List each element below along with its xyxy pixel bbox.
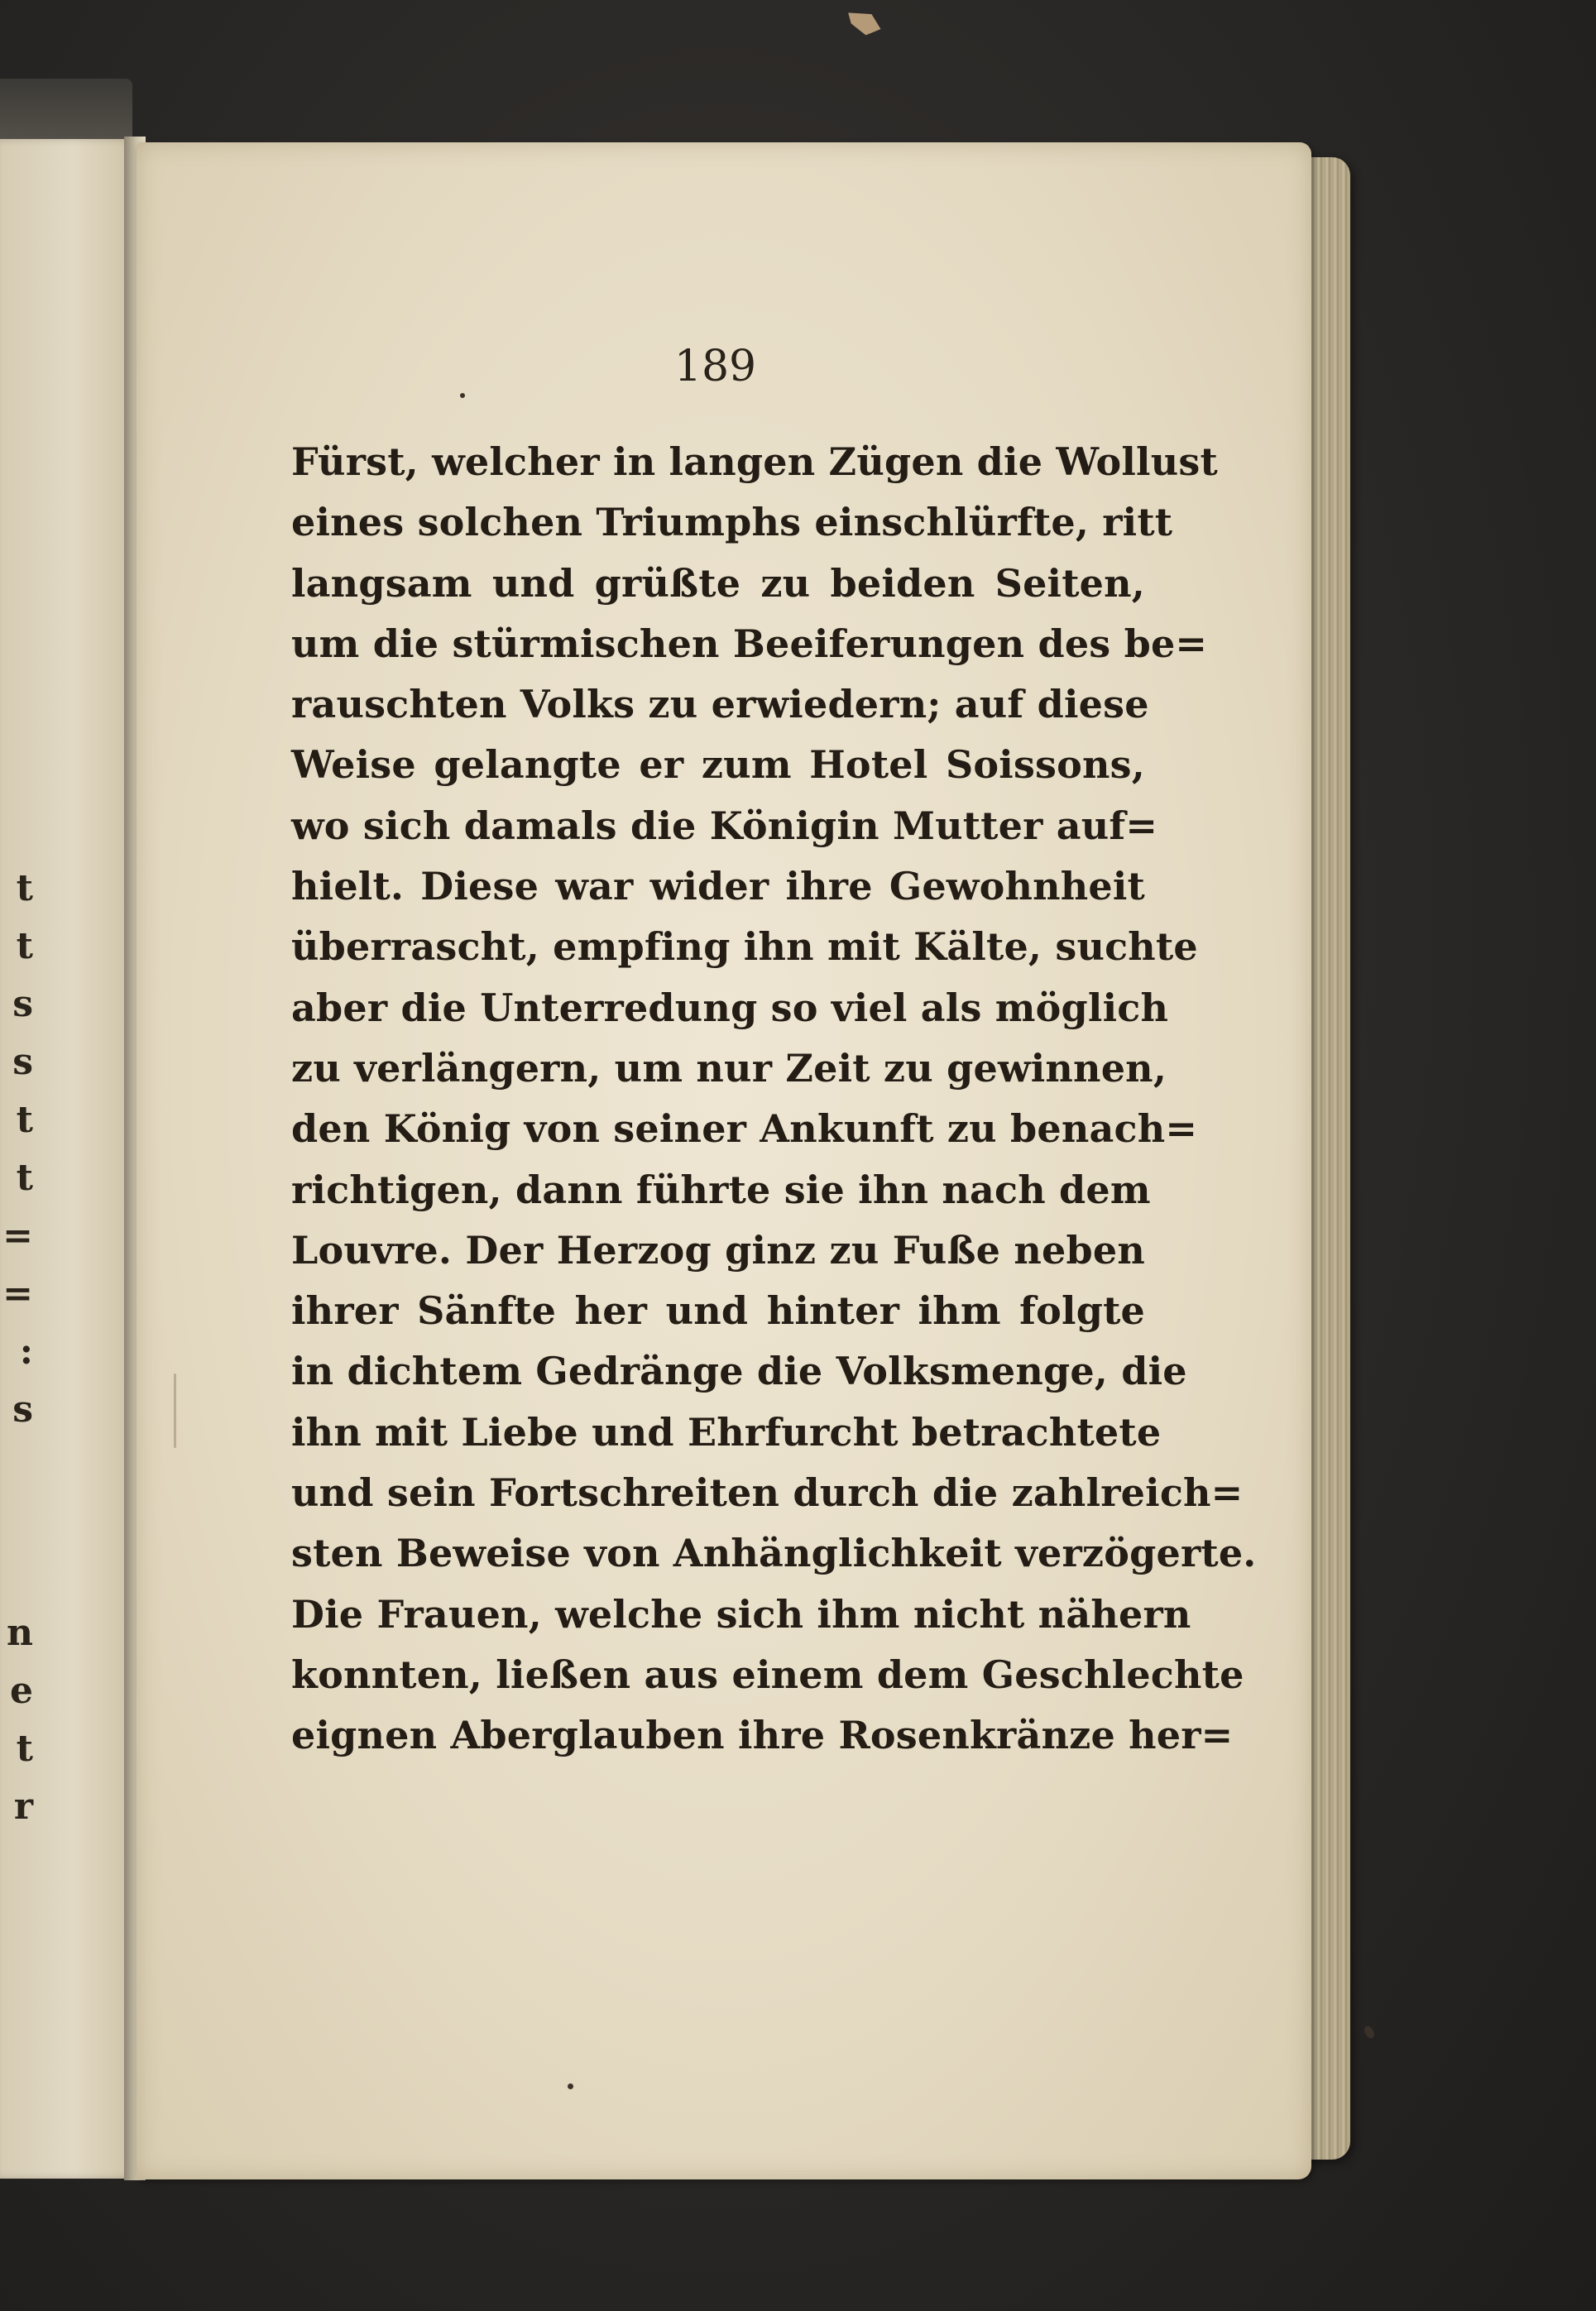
fragment-char: r [13, 1786, 33, 1828]
text-line: eignen Aberglauben ihre Rosenkränze her= [291, 1713, 1234, 1758]
left-cover-edge [0, 79, 132, 145]
text-line: sten Beweise von Anhänglichkeit verzögerte. [291, 1531, 1257, 1576]
text-line: zu verlängern, um nur Zeit zu gewinnen, [291, 1045, 1167, 1091]
fragment-char: s [12, 1041, 33, 1083]
text-line: und sein Fortschreiten durch die zahlreich= [291, 1470, 1244, 1516]
fragment-char: e [10, 1670, 33, 1712]
fragment-char: n [7, 1612, 33, 1654]
paper-speck [460, 393, 465, 398]
fragment-char: s [12, 983, 33, 1025]
fragment-char: t [16, 1099, 33, 1141]
text-line: aber die Unterredung so viel als möglich [291, 985, 1169, 1030]
text-line: rauschten Volks zu erwiedern; auf diese [291, 682, 1149, 727]
text-line: Louvre. Der Herzog ginz zu Fuße neben [291, 1227, 1145, 1273]
text-line: Fürst, welcher in langen Zügen die Wollust [291, 439, 1218, 484]
previous-page [0, 139, 134, 2179]
text-line: Die Frauen, welche sich ihm nicht nähern [291, 1591, 1191, 1637]
fragment-char: = [2, 1273, 33, 1315]
fragment-char: = [2, 1215, 33, 1257]
text-line: konnten, ließen aus einem dem Geschlechte [291, 1652, 1244, 1697]
text-line: langsam und grüßte zu beiden Seiten, [291, 560, 1145, 606]
fragment-char: t [16, 1728, 33, 1770]
text-line: ihrer Sänfte her und hinter ihm folgte [291, 1288, 1145, 1334]
body-text [291, 432, 1257, 1767]
fragment-char: t [16, 867, 33, 909]
text-line: den König von seiner Ankunft zu benach= [291, 1106, 1198, 1152]
text-line: um die stürmischen Beeiferungen des be= [291, 621, 1208, 666]
page-number: 189 [673, 342, 757, 391]
text-line: in dichtem Gedränge die Volksmenge, die [291, 1349, 1187, 1394]
paper-speck [174, 1374, 176, 1448]
text-line: eines solchen Triumphs einschlürfte, ritt [291, 500, 1173, 545]
text-line: wo sich damals die Königin Mutter auf= [291, 803, 1158, 848]
text-line: ihn mit Liebe und Ehrfurcht betrachtete [291, 1409, 1162, 1455]
previous-page-text-fragments [0, 139, 33, 2179]
fragment-char: : [19, 1331, 33, 1373]
text-line: überrascht, empfing ihn mit Kälte, suchte [291, 924, 1198, 970]
text-line: hielt. Diese war wider ihre Gewohnheit [291, 864, 1145, 909]
text-line: Weise gelangte er zum Hotel Soissons, [291, 742, 1145, 788]
paper-speck [568, 2083, 573, 2089]
fragment-char: t [16, 925, 33, 967]
fragment-char: s [12, 1388, 33, 1431]
fragment-char: t [16, 1157, 33, 1199]
text-line: richtigen, dann führte sie ihn nach dem [291, 1167, 1151, 1212]
